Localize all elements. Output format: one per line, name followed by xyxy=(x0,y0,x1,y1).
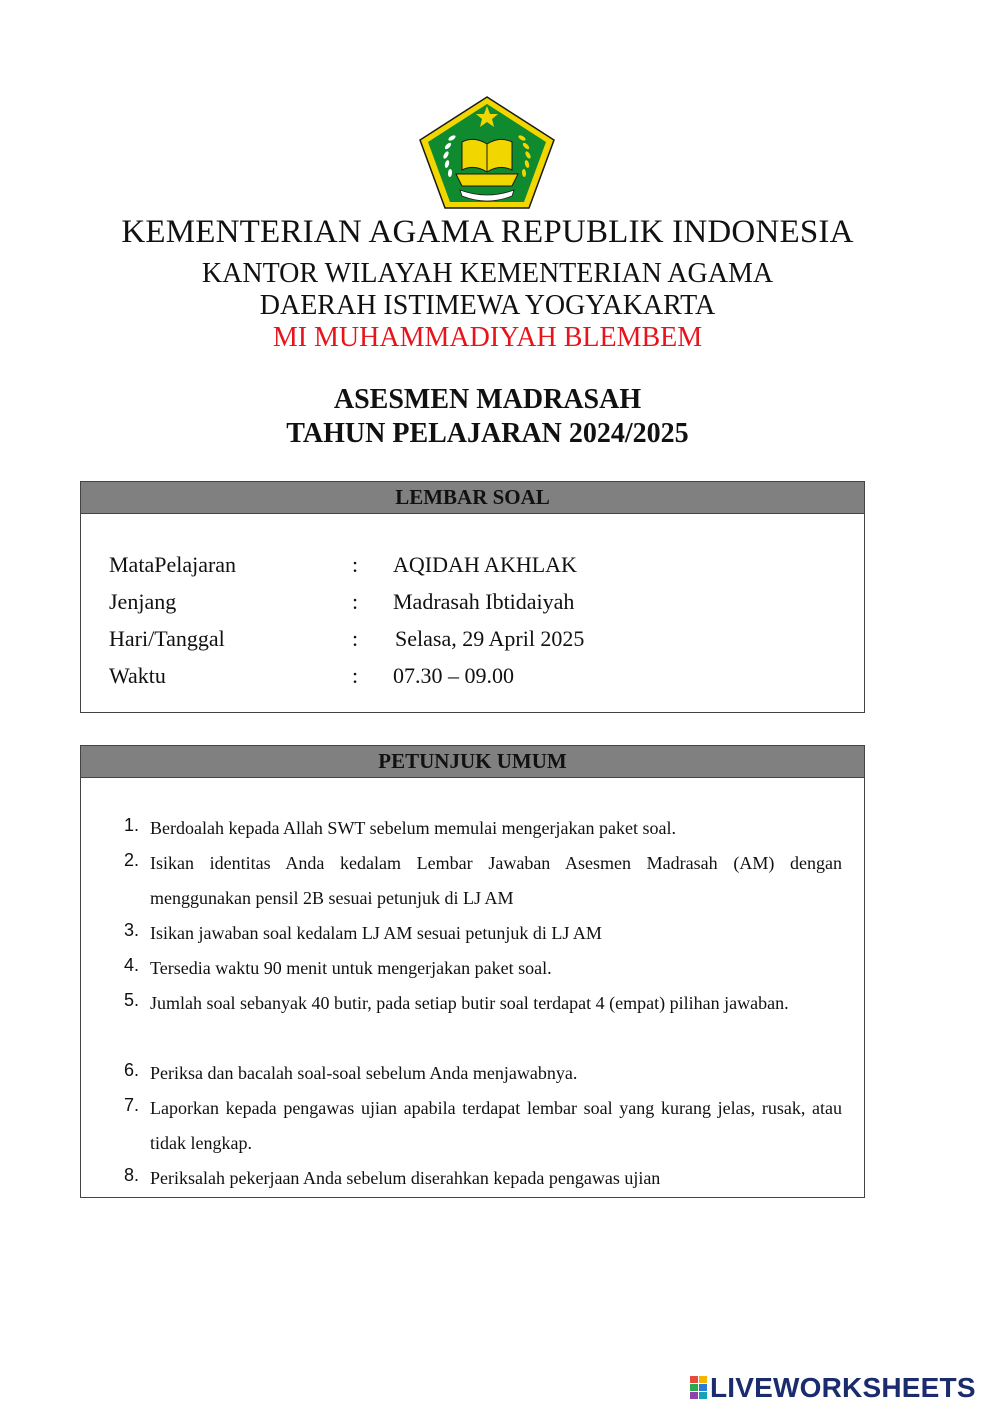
list-number: 7. xyxy=(123,1095,139,1115)
info-value: Selasa, 29 April 2025 xyxy=(395,626,585,651)
exam-title: ASESMEN MADRASAH xyxy=(333,384,642,415)
list-number: 3. xyxy=(123,920,139,940)
list-text: Isikan jawaban soal kedalam LJ AM sesuai petunjuk di LJ AM xyxy=(150,923,602,943)
list-text: Laporkan kepada pengawas ujian apabila terdapat lembar soal yang kurang jelas, rusak, atau tidak lengkap. xyxy=(150,1098,842,1153)
info-label: Jenjang xyxy=(109,589,177,614)
list-text: Jumlah soal sebanyak 40 butir, pada setiap butir soal terdapat 4 (empat) pilihan jawaban. xyxy=(150,993,789,1013)
info-separator: : xyxy=(352,552,359,577)
info-label: Waktu xyxy=(109,663,166,688)
info-separator: : xyxy=(352,663,359,688)
petunjuk-heading: PETUNJUK UMUM xyxy=(81,746,864,778)
office-line-1: KANTOR WILAYAH KEMENTERIAN AGAMA xyxy=(201,258,774,289)
liveworksheets-watermark[interactable] xyxy=(690,1374,976,1402)
info-separator: : xyxy=(352,626,359,651)
school-name: MI MUHAMMADIYAH BLEMBEM xyxy=(272,322,703,353)
school-year: TAHUN PELAJARAN 2024/2025 xyxy=(286,418,689,449)
lembar-soal-heading: LEMBAR SOAL xyxy=(81,482,864,514)
kemenag-logo xyxy=(416,94,558,212)
info-separator: : xyxy=(352,589,359,614)
list-number: 1. xyxy=(123,815,139,835)
list-text: Isikan identitas Anda kedalam Lembar Jawaban Asesmen Madrasah (AM) dengan menggunakan pensil 2B sesuai petunjuk di LJ AM xyxy=(150,853,842,908)
petunjuk-umum-box xyxy=(80,745,865,1198)
list-text: Periksalah pekerjaan Anda sebelum diserahkan kepada pengawas ujian xyxy=(150,1168,661,1188)
kemenag-emblem-icon xyxy=(416,94,558,212)
list-text: Tersedia waktu 90 menit untuk mengerjakan paket soal. xyxy=(150,958,552,978)
info-value: AQIDAH AKHLAK xyxy=(393,552,577,577)
list-number: 6. xyxy=(123,1060,139,1080)
list-number: 2. xyxy=(123,850,139,870)
list-number: 5. xyxy=(123,990,139,1010)
office-line-2: DAERAH ISTIMEWA YOGYAKARTA xyxy=(259,290,716,321)
ministry-title: KEMENTERIAN AGAMA REPUBLIK INDONESIA xyxy=(121,214,854,250)
info-value: Madrasah Ibtidaiyah xyxy=(393,589,575,614)
info-label: Hari/Tanggal xyxy=(109,626,225,651)
list-text: Berdoalah kepada Allah SWT sebelum memulai mengerjakan paket soal. xyxy=(150,818,676,838)
info-value: 07.30 – 09.00 xyxy=(393,663,514,688)
liveworksheets-logo-icon xyxy=(690,1376,708,1400)
list-text: Periksa dan bacalah soal-soal sebelum Anda menjawabnya. xyxy=(150,1063,578,1083)
list-number: 8. xyxy=(123,1165,139,1185)
liveworksheets-text: LIVEWORKSHEETS xyxy=(710,1372,976,1403)
list-number: 4. xyxy=(123,955,139,975)
info-label: MataPelajaran xyxy=(109,552,237,577)
lembar-soal-box xyxy=(80,481,865,713)
